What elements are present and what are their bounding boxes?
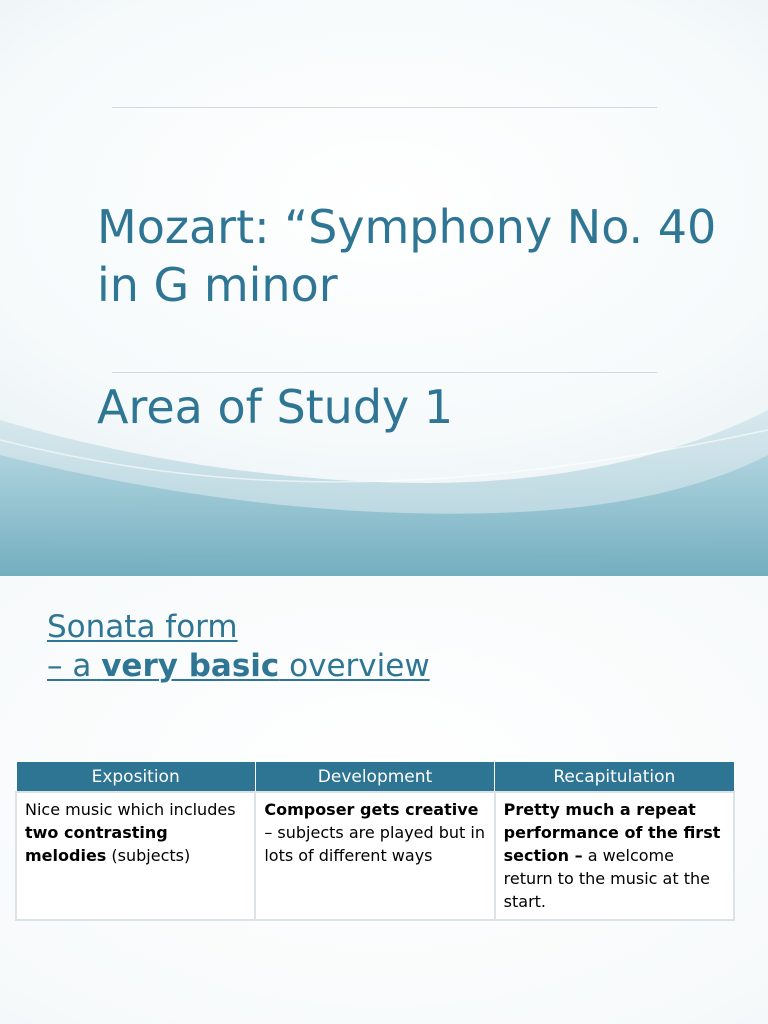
slide-subtitle: Area of Study 1 [97,380,454,434]
heading-suffix: overview [279,648,430,684]
heading-line-2 [47,647,727,686]
cell-exposition [16,792,255,920]
title-rule-bottom [112,372,657,373]
header-development: Development [255,762,494,793]
table-row [16,792,734,920]
content-slide [0,576,768,1024]
header-recapitulation: Recapitulation [495,762,734,793]
sonata-heading [47,608,727,686]
header-exposition: Exposition [16,762,255,793]
table-header-row [16,762,734,793]
cell-recapitulation [495,792,734,920]
development-bold: Composer gets creative [264,800,479,819]
exposition-bold: two contrasting melodies [25,823,168,865]
development-text: – subjects are played but in lots of different ways [264,823,485,865]
title-rule-top [112,107,657,108]
heading-line-1: Sonata form [47,609,238,645]
slide-title: Mozart: “Symphony No. 40 in G minor [97,200,717,312]
sonata-form-table [15,761,735,921]
recapitulation-text: a welcome return to the music at the start. [503,846,710,911]
recapitulation-bold: Pretty much a repeat performance of the first section – [503,800,721,865]
cell-development [255,792,494,920]
heading-bold: very basic [101,648,280,684]
exposition-text-2: (subjects) [106,846,191,865]
exposition-text-1: Nice music which includes [25,800,236,819]
heading-prefix: – a [47,648,102,684]
